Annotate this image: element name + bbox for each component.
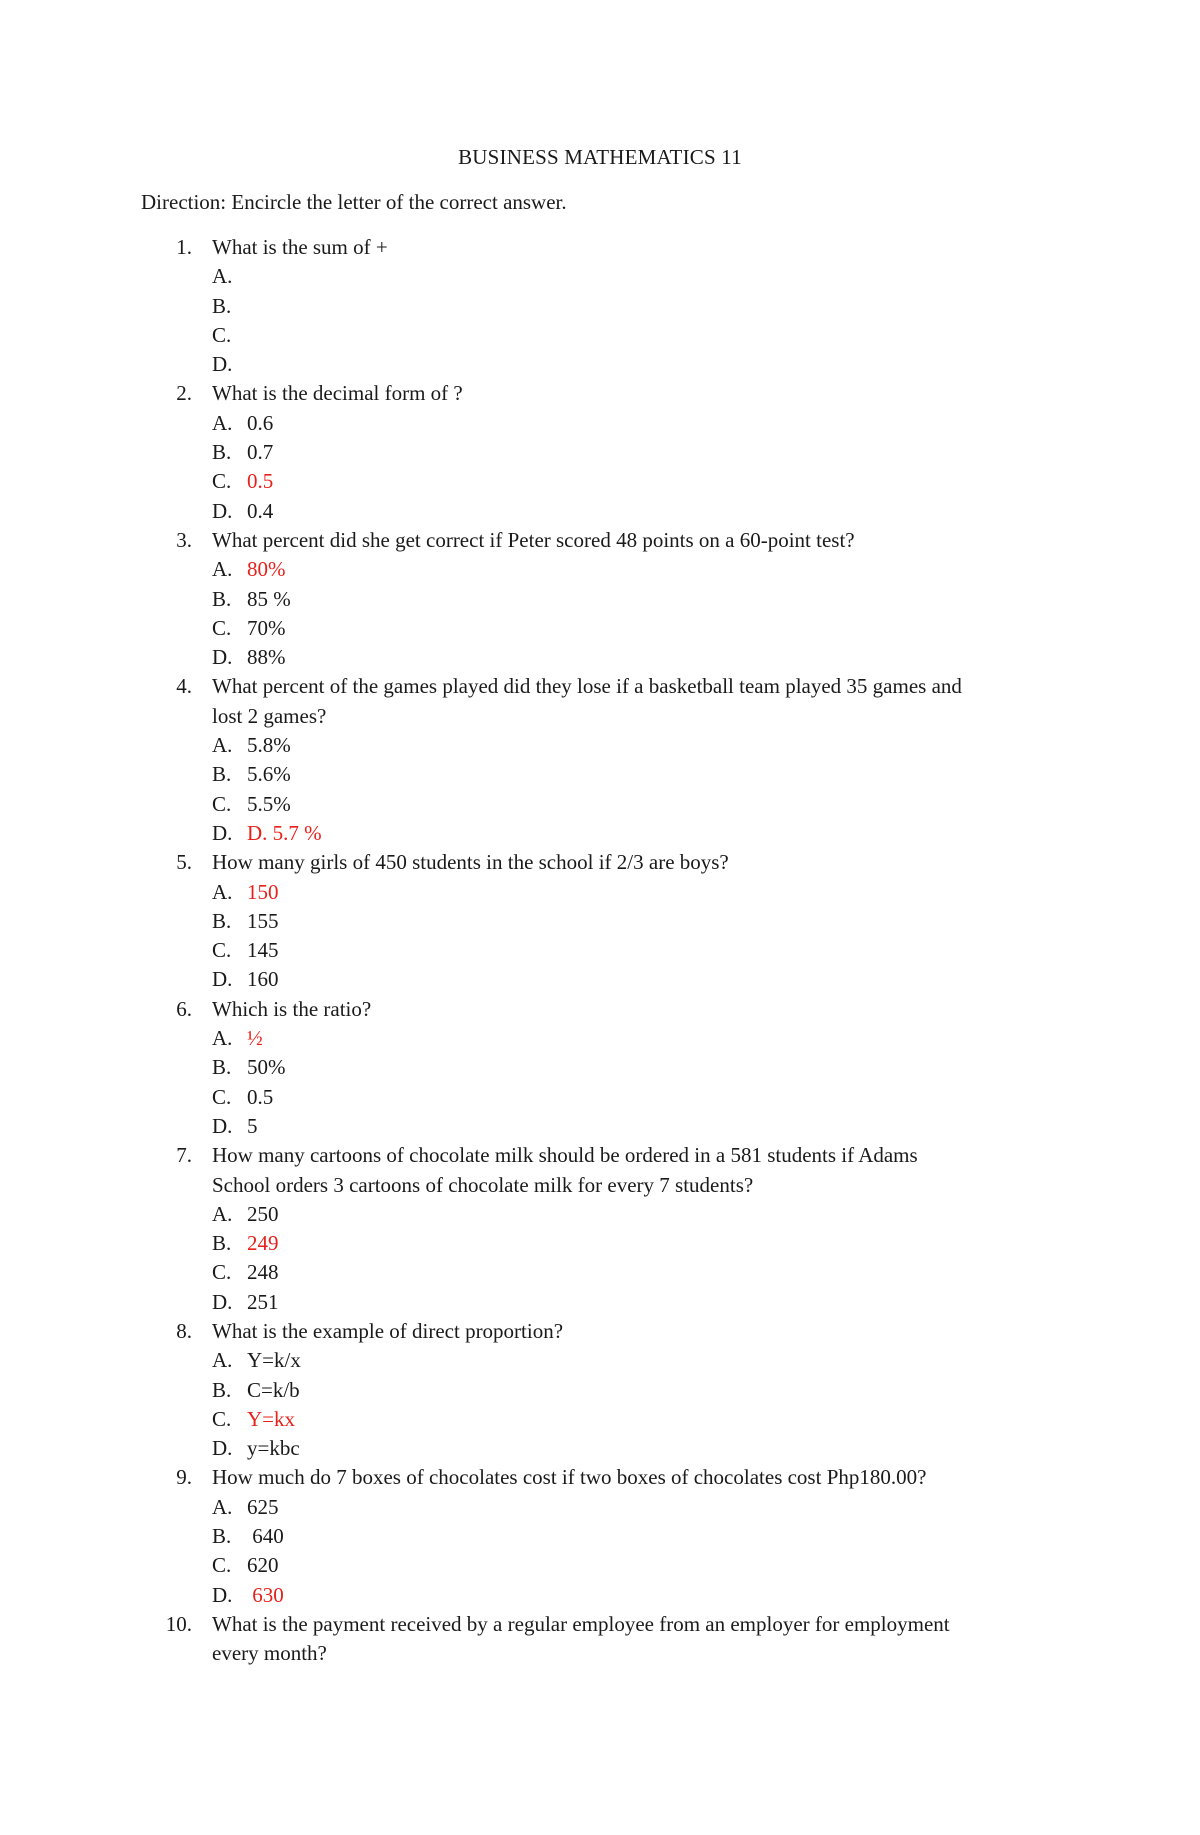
answer-option[interactable] [0, 350, 1200, 379]
option-letter[interactable]: D. [212, 1436, 233, 1461]
option-letter[interactable]: A. [212, 1026, 233, 1051]
question-line [0, 702, 1200, 731]
option-letter[interactable]: C. [212, 791, 232, 816]
option-value: 85 % [247, 586, 291, 611]
question-line [0, 233, 1200, 262]
option-letter[interactable]: D. [212, 967, 233, 992]
option-value: 0.5 [247, 1084, 274, 1109]
question-text: How much do 7 boxes of chocolates cost if two boxes of chocolates cost Php180.00? [212, 1465, 927, 1490]
question-item [0, 526, 1200, 672]
direction-text: Direction: Encircle the letter of the correct answer. [141, 190, 567, 214]
answer-option[interactable] [0, 731, 1200, 760]
option-value: 5.6% [247, 762, 291, 787]
question-number: 10. [165, 1611, 192, 1636]
option-value: 0.4 [247, 498, 274, 523]
option-letter[interactable]: A. [212, 264, 233, 289]
answer-option[interactable] [0, 1522, 1200, 1551]
question-item [0, 1141, 1200, 1317]
option-letter[interactable]: C. [212, 615, 232, 640]
question-number: 2. [176, 381, 192, 406]
option-letter[interactable]: C. [212, 1260, 232, 1285]
answer-option[interactable] [0, 1288, 1200, 1317]
question-text: What is the sum of + [212, 235, 388, 259]
question-number: 1. [176, 235, 192, 259]
answer-option[interactable] [0, 1434, 1200, 1463]
answer-option[interactable] [0, 790, 1200, 819]
option-value-correct: 0.5 [247, 469, 274, 494]
question-text: lost 2 games? [212, 703, 327, 728]
answer-option[interactable] [0, 1083, 1200, 1112]
option-value: 640 [247, 1524, 284, 1549]
option-letter[interactable]: B. [212, 762, 232, 787]
option-letter[interactable]: A. [212, 410, 233, 435]
question-line [0, 848, 1200, 877]
question-text: every month? [212, 1641, 327, 1666]
answer-option[interactable] [0, 760, 1200, 789]
question-line [0, 1317, 1200, 1346]
option-letter[interactable]: B. [212, 586, 232, 611]
option-value: 5 [247, 1113, 258, 1138]
option-letter[interactable]: D. [212, 1582, 233, 1607]
question-text: What is the decimal form of ? [212, 381, 463, 406]
option-value: 250 [247, 1201, 279, 1226]
option-value: 160 [247, 967, 279, 992]
option-value: 88% [247, 645, 286, 670]
answer-option[interactable] [0, 1258, 1200, 1287]
question-text: How many girls of 450 students in the school if 2/3 are boys? [212, 850, 729, 875]
option-letter[interactable]: C. [212, 1406, 232, 1431]
option-letter[interactable]: B. [212, 293, 232, 318]
question-line [0, 995, 1200, 1024]
answer-option[interactable] [0, 936, 1200, 965]
option-letter[interactable]: B. [212, 1377, 232, 1402]
option-letter[interactable]: B. [212, 1524, 232, 1549]
option-letter[interactable]: D. [212, 1289, 233, 1314]
answer-option[interactable] [0, 1551, 1200, 1580]
question-text: What is the example of direct proportion? [212, 1318, 564, 1343]
page-title: BUSINESS MATHEMATICS 11 [458, 145, 742, 169]
option-letter[interactable]: A. [212, 1348, 233, 1373]
answer-option[interactable] [0, 262, 1200, 291]
question-text: School orders 3 cartoons of chocolate milk for every 7 students? [212, 1172, 754, 1197]
question-line [0, 379, 1200, 408]
question-line [0, 672, 1200, 701]
option-letter[interactable]: B. [212, 1055, 232, 1080]
option-value: 155 [247, 908, 279, 933]
option-letter[interactable]: B. [212, 1231, 232, 1256]
question-item [0, 379, 1200, 525]
option-value-correct: 150 [247, 879, 279, 904]
question-item [0, 995, 1200, 1141]
question-line [0, 1463, 1200, 1492]
answer-option[interactable] [0, 585, 1200, 614]
option-letter[interactable]: B. [212, 908, 232, 933]
option-value: 5.5% [247, 791, 291, 816]
option-letter[interactable]: C. [212, 938, 232, 963]
answer-option[interactable] [0, 409, 1200, 438]
question-text: How many cartoons of chocolate milk should be ordered in a 581 students if Adams [212, 1143, 918, 1168]
answer-option[interactable] [0, 614, 1200, 643]
option-value-correct: D. 5.7 % [247, 820, 322, 845]
option-value: C=k/b [247, 1377, 300, 1402]
option-letter[interactable]: C. [212, 469, 232, 494]
answer-option[interactable] [0, 1405, 1200, 1434]
question-line [0, 526, 1200, 555]
question-text: Which is the ratio? [212, 996, 372, 1021]
question-number: 7. [176, 1143, 192, 1168]
question-line [0, 1639, 1200, 1668]
question-text: What is the payment received by a regular employee from an employer for employment [212, 1611, 950, 1636]
question-line [0, 1610, 1200, 1639]
option-letter[interactable]: D. [212, 498, 233, 523]
question-item [0, 672, 1200, 848]
option-letter[interactable]: A. [212, 1494, 233, 1519]
answer-option[interactable] [0, 321, 1200, 350]
question-item [0, 233, 1200, 379]
option-value-correct: Y=kx [247, 1406, 296, 1431]
answer-option[interactable] [0, 819, 1200, 848]
option-letter[interactable]: B. [212, 440, 232, 465]
option-letter[interactable]: D. [212, 352, 233, 377]
option-letter[interactable]: A. [212, 733, 233, 758]
option-letter[interactable]: D. [212, 645, 233, 670]
question-number: 5. [176, 850, 192, 875]
answer-option[interactable] [0, 1376, 1200, 1405]
answer-option[interactable] [0, 1346, 1200, 1375]
question-number: 6. [176, 996, 192, 1021]
question-number: 4. [176, 674, 192, 699]
option-value: y=kbc [247, 1436, 300, 1461]
option-letter[interactable]: D. [212, 820, 233, 845]
option-value: Y=k/x [247, 1348, 301, 1373]
answer-option[interactable] [0, 878, 1200, 907]
question-line [0, 1141, 1200, 1170]
option-letter[interactable]: C. [212, 1084, 232, 1109]
option-value: 625 [247, 1494, 279, 1519]
option-letter[interactable]: A. [212, 879, 233, 904]
option-value: 251 [247, 1289, 279, 1314]
question-number: 3. [176, 527, 192, 552]
answer-option[interactable] [0, 1053, 1200, 1082]
question-text: What percent of the games played did they lose if a basketball team played 35 games and [212, 674, 962, 699]
answer-option[interactable] [0, 1229, 1200, 1258]
question-line [0, 1171, 1200, 1200]
answer-option[interactable] [0, 497, 1200, 526]
answer-option[interactable] [0, 555, 1200, 584]
answer-option[interactable] [0, 438, 1200, 467]
option-letter[interactable]: C. [212, 322, 232, 347]
option-letter[interactable]: D. [212, 1113, 233, 1138]
option-value: 50% [247, 1055, 286, 1080]
option-value: 620 [247, 1553, 279, 1578]
option-value-correct: 80% [247, 557, 286, 582]
question-number: 8. [176, 1318, 192, 1343]
option-letter[interactable]: A. [212, 1201, 233, 1226]
answer-option[interactable] [0, 965, 1200, 994]
question-text: What percent did she get correct if Peter scored 48 points on a 60-point test? [212, 527, 855, 552]
question-item [0, 1610, 1200, 1669]
answer-option[interactable] [0, 1581, 1200, 1610]
question-item [0, 848, 1200, 994]
option-value: 145 [247, 938, 279, 963]
option-value: 0.7 [247, 440, 274, 465]
answer-option[interactable] [0, 1493, 1200, 1522]
option-value-correct: ½ [247, 1026, 263, 1051]
option-value: 0.6 [247, 410, 274, 435]
option-letter[interactable]: C. [212, 1553, 232, 1578]
answer-option[interactable] [0, 1112, 1200, 1141]
question-item [0, 1317, 1200, 1463]
option-value: 70% [247, 615, 286, 640]
question-item [0, 1463, 1200, 1609]
answer-option[interactable] [0, 1200, 1200, 1229]
option-value-correct: 249 [247, 1231, 279, 1256]
option-value-correct: 630 [247, 1582, 284, 1607]
question-number: 9. [176, 1465, 192, 1490]
answer-option[interactable] [0, 907, 1200, 936]
answer-option[interactable] [0, 1024, 1200, 1053]
answer-option[interactable] [0, 292, 1200, 321]
question-list [0, 233, 1200, 1669]
answer-option[interactable] [0, 643, 1200, 672]
option-value: 248 [247, 1260, 279, 1285]
option-letter[interactable]: A. [212, 557, 233, 582]
answer-option[interactable] [0, 467, 1200, 496]
option-value: 5.8% [247, 733, 291, 758]
